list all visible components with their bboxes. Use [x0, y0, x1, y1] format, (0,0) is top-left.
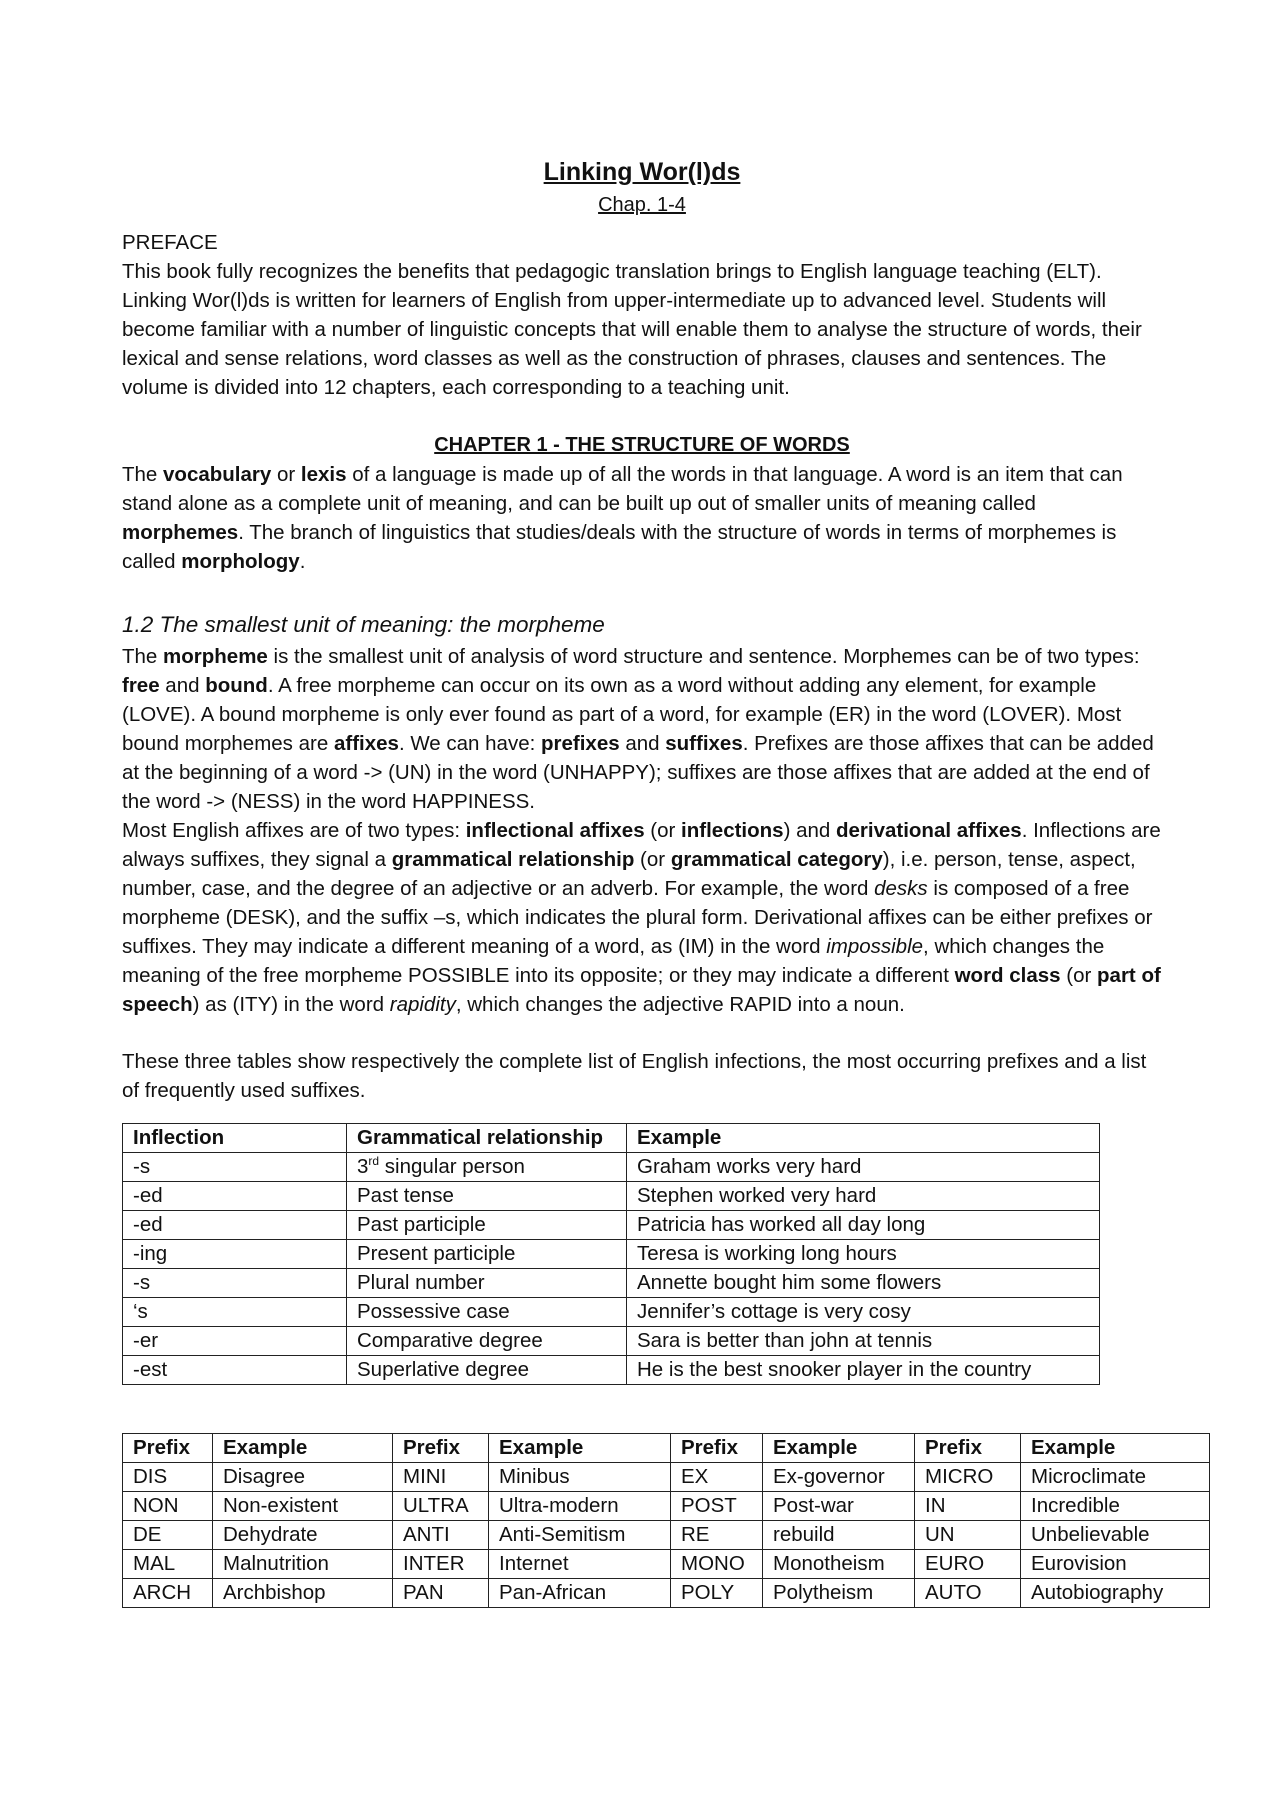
- example-cell: rebuild: [763, 1521, 915, 1550]
- example-cell: Stephen worked very hard: [627, 1182, 1100, 1211]
- header-inflection: Inflection: [123, 1124, 347, 1153]
- example-cell: Graham works very hard: [627, 1153, 1100, 1182]
- example-cell: Unbelievable: [1021, 1521, 1210, 1550]
- example-cell: Internet: [489, 1550, 671, 1579]
- header-prefix: Prefix: [671, 1434, 763, 1463]
- example-cell: He is the best snooker player in the country: [627, 1356, 1100, 1385]
- prefix-cell: EURO: [915, 1550, 1021, 1579]
- chapter-heading: CHAPTER 1 - THE STRUCTURE OF WORDS: [434, 434, 850, 456]
- prefix-cell: UN: [915, 1521, 1021, 1550]
- example-cell: Annette bought him some flowers: [627, 1269, 1100, 1298]
- example-cell: Patricia has worked all day long: [627, 1211, 1100, 1240]
- example-cell: Monotheism: [763, 1550, 915, 1579]
- relationship-cell: Comparative degree: [347, 1327, 627, 1356]
- example-cell: Non-existent: [213, 1492, 393, 1521]
- preface-body: This book fully recognizes the benefits that pedagogic translation brings to English language teaching (ELT). Linking Wor(l)ds is written for learners of English from upper-intermediate up to advanced level. Students will become familiar with a number of linguistic concepts that will enable them to analyse the structure of words, their lexical and sense relations, word classes as well as the construction of phrases, clauses and sentences. The volume is divided into 12 chapters, each corresponding to a teaching unit.: [122, 260, 1142, 399]
- document-page: [122, 152, 1162, 1608]
- header-example: Example: [1021, 1434, 1210, 1463]
- table-row: [123, 1298, 1100, 1327]
- table-row: [123, 1327, 1100, 1356]
- example-cell: Disagree: [213, 1463, 393, 1492]
- example-cell: Microclimate: [1021, 1463, 1210, 1492]
- prefix-cell: INTER: [393, 1550, 489, 1579]
- prefix-cell: AUTO: [915, 1579, 1021, 1608]
- header-prefix: Prefix: [393, 1434, 489, 1463]
- inflection-cell: -s: [123, 1269, 347, 1298]
- example-cell: Autobiography: [1021, 1579, 1210, 1608]
- example-cell: Malnutrition: [213, 1550, 393, 1579]
- header-example: Example: [213, 1434, 393, 1463]
- example-cell: Incredible: [1021, 1492, 1210, 1521]
- prefix-cell: IN: [915, 1492, 1021, 1521]
- header-example: Example: [627, 1124, 1100, 1153]
- inflection-table: [122, 1123, 1100, 1385]
- example-cell: Dehydrate: [213, 1521, 393, 1550]
- relationship-cell: Past participle: [347, 1211, 627, 1240]
- relationship-cell: Present participle: [347, 1240, 627, 1269]
- relationship-cell: Possessive case: [347, 1298, 627, 1327]
- table-row: [123, 1269, 1100, 1298]
- chapter-intro: The vocabulary or lexis of a language is made up of all the words in that language. A word is an item that can stand alone as a complete unit of meaning, and can be built up out of smaller units of meaning called morphemes. The branch of linguistics that studies/deals with the structure of words in terms of morphemes is called morphology.: [122, 463, 1123, 573]
- header-prefix: Prefix: [123, 1434, 213, 1463]
- prefix-cell: DIS: [123, 1463, 213, 1492]
- prefix-cell: ARCH: [123, 1579, 213, 1608]
- relationship-cell: Superlative degree: [347, 1356, 627, 1385]
- example-cell: Archbishop: [213, 1579, 393, 1608]
- example-cell: Ex-governor: [763, 1463, 915, 1492]
- table-row: [123, 1550, 1210, 1579]
- inflection-cell: -ing: [123, 1240, 347, 1269]
- example-cell: Teresa is working long hours: [627, 1240, 1100, 1269]
- prefix-table: [122, 1433, 1210, 1608]
- affixes-paragraph: Most English affixes are of two types: inflectional affixes (or inflections) and derivational affixes. Inflections are always suffixes, they signal a grammatical relationship (or grammatical category), i.e. person, tense, aspect, number, case, and the degree of an adjective or an adverb. For example, the word desks is composed of a free morpheme (DESK), and the suffix –s, which indicates the plural form. Derivational affixes can be either prefixes or suffixes. They may indicate a different meaning of a word, as (IM) in the word impossible, which changes the meaning of the free morpheme POSSIBLE into its opposite; or they may indicate a different word class (or part of speech) as (ITY) in the word rapidity, which changes the adjective RAPID into a noun.: [122, 819, 1161, 1016]
- example-cell: Sara is better than john at tennis: [627, 1327, 1100, 1356]
- table-row: [123, 1492, 1210, 1521]
- prefix-cell: POLY: [671, 1579, 763, 1608]
- table-row: [123, 1521, 1210, 1550]
- inflection-cell: -est: [123, 1356, 347, 1385]
- header-example: Example: [763, 1434, 915, 1463]
- example-cell: Jennifer’s cottage is very cosy: [627, 1298, 1100, 1327]
- relationship-cell: 3rd singular person: [347, 1153, 627, 1182]
- table-row: [123, 1240, 1100, 1269]
- prefix-table-header: [123, 1434, 1210, 1463]
- inflection-cell: -ed: [123, 1182, 347, 1211]
- document-title: Linking Wor(l)ds: [543, 158, 741, 186]
- inflection-cell: -er: [123, 1327, 347, 1356]
- relationship-cell: Past tense: [347, 1182, 627, 1211]
- example-cell: Post-war: [763, 1492, 915, 1521]
- prefix-cell: MAL: [123, 1550, 213, 1579]
- prefix-cell: PAN: [393, 1579, 489, 1608]
- example-cell: Anti-Semitism: [489, 1521, 671, 1550]
- prefix-cell: ULTRA: [393, 1492, 489, 1521]
- prefix-cell: MONO: [671, 1550, 763, 1579]
- preface-heading: PREFACE: [122, 231, 218, 254]
- example-cell: Eurovision: [1021, 1550, 1210, 1579]
- prefix-cell: RE: [671, 1521, 763, 1550]
- table-row: [123, 1463, 1210, 1492]
- prefix-cell: DE: [123, 1521, 213, 1550]
- morpheme-paragraph: The morpheme is the smallest unit of analysis of word structure and sentence. Morphemes can be of two types: free and bound. A free morpheme can occur on its own as a word without adding any element, for example (LOVE). A bound morpheme is only ever found as part of a word, for example (ER) in the word (LOVER). Most bound morphemes are affixes. We can have: prefixes and suffixes. Prefixes are those affixes that can be added at the beginning of a word -> (UN) in the word (UNHAPPY); suffixes are those affixes that are added at the end of the word -> (NESS) in the word HAPPINESS.: [122, 645, 1154, 813]
- section-heading: 1.2 The smallest unit of meaning: the morpheme: [122, 612, 605, 637]
- example-cell: Polytheism: [763, 1579, 915, 1608]
- header-example: Example: [489, 1434, 671, 1463]
- table-row: [123, 1153, 1100, 1182]
- prefix-cell: NON: [123, 1492, 213, 1521]
- prefix-cell: POST: [671, 1492, 763, 1521]
- prefix-cell: EX: [671, 1463, 763, 1492]
- inflection-cell: -s: [123, 1153, 347, 1182]
- example-cell: Pan-African: [489, 1579, 671, 1608]
- relationship-cell: Plural number: [347, 1269, 627, 1298]
- prefix-cell: MICRO: [915, 1463, 1021, 1492]
- document-subtitle: Chap. 1-4: [598, 194, 686, 216]
- table-row: [123, 1579, 1210, 1608]
- table-row: [123, 1211, 1100, 1240]
- header-grammatical-relationship: Grammatical relationship: [347, 1124, 627, 1153]
- example-cell: Minibus: [489, 1463, 671, 1492]
- inflection-table-header: [123, 1124, 1100, 1153]
- table-row: [123, 1356, 1100, 1385]
- header-prefix: Prefix: [915, 1434, 1021, 1463]
- inflection-cell: ‘s: [123, 1298, 347, 1327]
- prefix-cell: MINI: [393, 1463, 489, 1492]
- table-row: [123, 1182, 1100, 1211]
- inflection-cell: -ed: [123, 1211, 347, 1240]
- example-cell: Ultra-modern: [489, 1492, 671, 1521]
- prefix-cell: ANTI: [393, 1521, 489, 1550]
- tables-intro: These three tables show respectively the complete list of English infections, the most occurring prefixes and a list of frequently used suffixes.: [122, 1050, 1147, 1102]
